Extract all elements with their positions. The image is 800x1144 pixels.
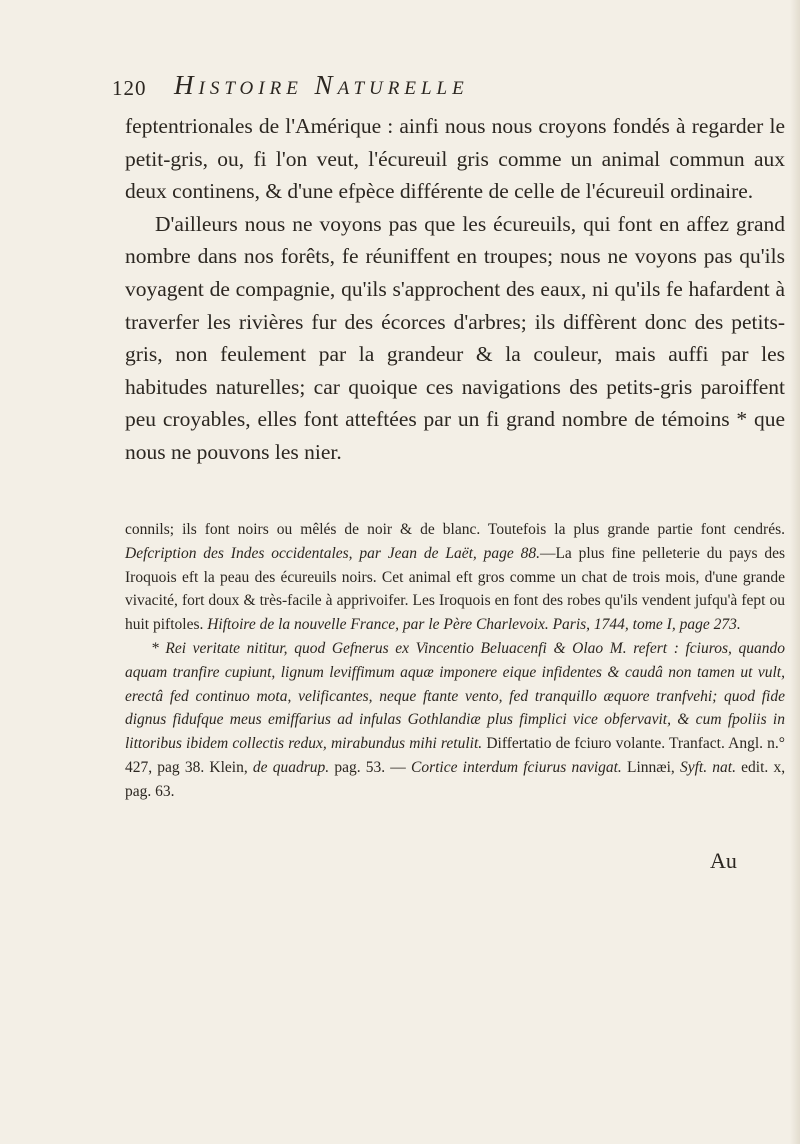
footnotes	[125, 518, 785, 804]
running-title: Histoire Naturelle	[174, 70, 469, 100]
footnote	[125, 637, 785, 804]
paragraph: D'ailleurs nous ne voyons pas que les écureuils, qui font en affez grand nombre dans nos forêts, fe réuniffent en troupes; nous ne voyons pas qu'ils voyagent de compagnie, qu'ils s'approchent des eaux, ni qu'ils fe hafardent à traverfer les rivières fur des écorces d'arbres; ils diffèrent donc des petits-gris, non feulement par la grandeur & la couleur, mais auffi par les habitudes naturelles; car quoique ces navigations des petits-gris paroiffent peu croyables, elles font atteftées par un fi grand nombre de témoins * que nous ne pouvons les nier.	[125, 211, 785, 464]
footnote-citation: Syft. nat.	[679, 758, 736, 776]
page-edge-shadow	[790, 0, 800, 1144]
page-header	[112, 70, 712, 106]
footnote-citation: de quadrup.	[252, 758, 330, 776]
paragraph: feptentrionales de l'Amérique : ainfi nous nous croyons fondés à regarder le petit-gris, ou, fi l'on veut, l'écureuil gris comme un animal commun aux deux continens, & d'une efpèce différente de celle de l'écureuil ordinaire.	[125, 114, 785, 204]
footnote-text: connils; ils font noirs ou mêlés de noir & de blanc. Toutefois la plus grande partie font cendrés.	[125, 521, 785, 538]
footnote-text: pag. 53. —	[334, 758, 406, 776]
footnote	[125, 518, 785, 637]
footnote-latin-quote: * Rei veritate nititur, quod Gefnerus ex Vincentio Beluacenfi & Olao M. refert : fciuros, quando aquam tranfire cupiunt, lignum leviffimum aquæ imponere eique infidentes & caudâ non tamen ut vult, erectâ fed continuo mota, velificantes, neque ftante vento, fed tranquillo æquore tranfvehi; quod fide dignus fidufque meus emiffarius ad infulas Gothlandiæ plus fimplici vice obfervavit, & cum fpoliis in littoribus ibidem collectis redux, mirabundus mihi retulit.	[125, 639, 785, 753]
footnote-text: Differtatio de fciuro volante. Tranfact. Angl. n.° 427, pag 38. Klein,	[125, 735, 786, 776]
footnote-latin-quote: Cortice interdum fciurus navigat.	[410, 758, 622, 776]
footnote-citation: Hiftoire de la nouvelle France, par le Père Charlevoix. Paris, 1744, tome I, page 273.	[207, 616, 741, 634]
footnote-citation: Defcription des Indes occidentales, par Jean de Laët, page 88.	[125, 544, 540, 562]
footnote-text: edit. x, pag. 63.	[125, 758, 786, 800]
catchword: Au	[710, 848, 737, 873]
footnote-text: —La plus fine pelleterie du pays des Iroquois eft la peau des écureuils noirs. Cet animal eft gros comme un chat de trois mois, d'une grande vivacité, fort doux & très-facile à apprivoifer. Les Iroquois en font des robes qu'ils vendent jufqu'à fept ou huit piftoles.	[125, 544, 785, 634]
page-number: 120	[112, 76, 147, 100]
footnote-text: Linnæi,	[627, 758, 675, 776]
main-text	[125, 110, 785, 469]
